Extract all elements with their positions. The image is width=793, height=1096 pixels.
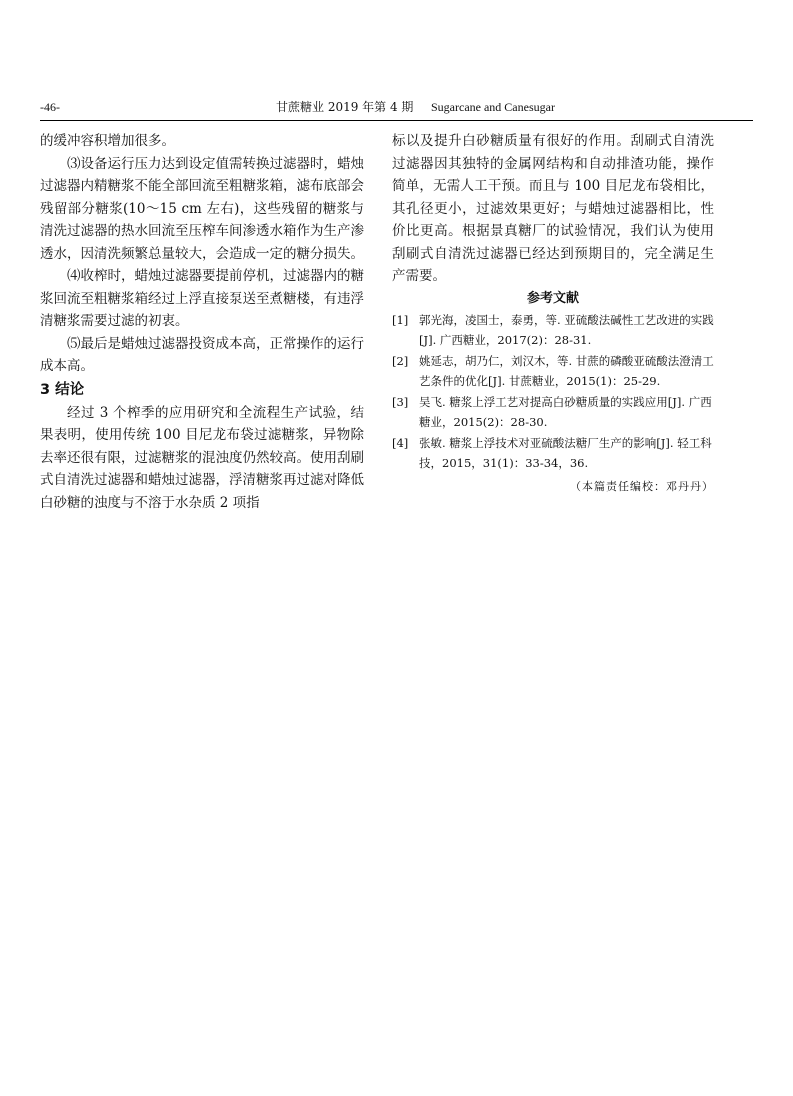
- header-rule: [40, 120, 753, 121]
- reference-item: [392, 351, 714, 392]
- reference-text: 吴飞. 糖浆上浮工艺对提高白砂糖质量的实践应用[J]. 广西糖业，2015(2)：28-30.: [419, 394, 712, 429]
- conclusion-paragraph-continued: 标以及提升白砂糖质量有很好的作用。刮刷式自清洗过滤器因其独特的金属网结构和自动排渣功能，操作简单，无需人工干预。而且与 100 目尼龙布袋相比，其孔径更小，过滤效果更好；与蜡烛过滤器相比，性价比更高。根据景真糖厂的试验情况，我们认为使用刮刷式自清洗过滤器已经达到预期目的，完全满足生产需要。: [392, 133, 714, 284]
- journal-title-english: Sugarcane and Canesugar: [431, 100, 555, 114]
- page-number: -46-: [40, 100, 60, 114]
- paragraph-item-4: ⑷收榨时，蜡烛过滤器要提前停机，过滤器内的糖浆回流至粗糖浆箱经过上浮直接泵送至煮糖楼，有违浮清糖浆需要过滤的初衷。: [40, 268, 364, 329]
- paragraph-continued: 的缓冲容积增加很多。: [40, 133, 175, 149]
- left-column: [40, 130, 364, 514]
- reference-text: 姚延志，胡乃仁，刘汉木，等. 甘蔗的磷酸亚硫酸法澄清工艺条件的优化[J]. 甘蔗糖业，2015(1)：25-29.: [419, 353, 714, 388]
- running-header: [40, 98, 753, 116]
- reference-item: [392, 310, 714, 351]
- paragraph-item-3: ⑶设备运行压力达到设定值需转换过滤器时，蜡烛过滤器内精糖浆不能全部回流至粗糖浆箱，滤布底部会残留部分糖浆(10～15 cm 左右)，这些残留的糖浆与清洗过滤器的热水回流至压榨车间渗透水箱作为生产渗透水，因清洗频繁总量较大，会造成一定的糖分损失。: [40, 155, 364, 262]
- responsible-editor-note: （本篇责任编校：邓丹丹）: [570, 479, 714, 493]
- journal-title: 甘蔗糖业 2019 年第 4 期: [276, 100, 414, 114]
- reference-item: [392, 433, 714, 474]
- references-heading: 参考文献: [526, 290, 579, 306]
- reference-number: [2]: [392, 353, 409, 368]
- reference-number: [1]: [392, 312, 409, 327]
- reference-number: [3]: [392, 394, 409, 409]
- reference-text: 郭光海，凌国士，泰勇，等. 亚硫酸法碱性工艺改进的实践[J]. 广西糖业，2017(2)：28-31.: [419, 312, 714, 347]
- reference-item: [392, 392, 714, 433]
- paragraph-item-5: ⑸最后是蜡烛过滤器投资成本高，正常操作的运行成本高。: [40, 335, 364, 374]
- section-heading-conclusion: 3 结论: [40, 381, 85, 398]
- right-column: [392, 130, 714, 498]
- reference-text: 张敏. 糖浆上浮技术对亚硫酸法糖厂生产的影响[J]. 轻工科技，2015，31(1)：33-34，36.: [419, 435, 712, 470]
- conclusion-paragraph: 经过 3 个榨季的应用研究和全流程生产试验，结果表明，使用传统 100 目尼龙布袋过滤糖浆，异物除去率还很有限，过滤糖浆的混浊度仍然较高。使用刮刷式自清洗过滤器和蜡烛过滤器，浮清糖浆再过滤对降低白砂糖的浊度与不溶于水杂质 2 项指: [40, 404, 364, 511]
- reference-number: [4]: [392, 435, 409, 450]
